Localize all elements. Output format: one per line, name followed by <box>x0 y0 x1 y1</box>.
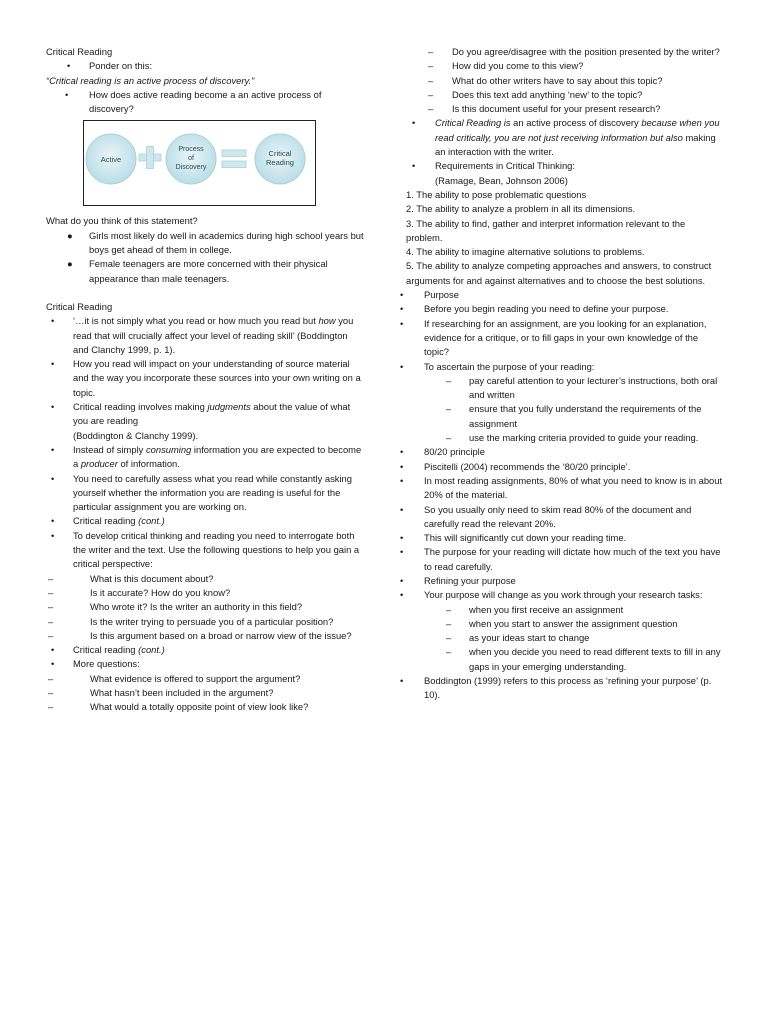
critical-label-2: Reading <box>266 158 294 168</box>
bullet-icon: • <box>51 515 55 527</box>
list-item: • Piscitelli (2004) recommends the ‘80/20 principle’. <box>406 460 724 474</box>
bullet-icon: • <box>400 675 404 687</box>
list-item: – What would a totally opposite point of view look like? <box>46 700 364 714</box>
bullet-icon: • <box>51 644 55 656</box>
list-item: – What evidence is offered to support the argument? <box>46 672 364 686</box>
bullet-icon: • <box>51 658 55 670</box>
list-item: • How does active reading become a an active process of discovery? <box>65 88 322 115</box>
diagram-svg <box>84 121 315 205</box>
bullet-icon: • <box>67 60 71 72</box>
bullet-icon: • <box>400 303 404 315</box>
bullet-icon: • <box>412 117 416 129</box>
dash-icon: – <box>48 701 54 713</box>
numbered-item: 2. The ability to analyze a problem in all its dimensions. <box>406 203 636 215</box>
list-item: – What is this document about? <box>46 572 364 586</box>
process-label-2: of <box>188 155 194 163</box>
dash-icon: – <box>446 403 452 415</box>
numbered-item: 5. The ability to analyze competing approaches and answers, to construct arguments for and against alternatives and to choose the best solutions. <box>406 260 712 286</box>
bullet-icon: • <box>51 315 55 327</box>
active-label: Active <box>100 155 122 165</box>
list-item: • Before you begin reading you need to define your purpose. <box>406 302 724 316</box>
plus-icon <box>139 147 161 169</box>
list-item: – Does this text add anything ‘new’ to the topic? <box>406 88 724 102</box>
section-title: Critical Reading <box>46 46 113 57</box>
list-item: – as your ideas start to change <box>406 631 724 645</box>
bullet-icon: • <box>65 88 69 100</box>
process-label-1: Process <box>178 146 204 154</box>
dash-icon: – <box>48 629 54 641</box>
bullet-icon: • <box>400 532 404 544</box>
dash-icon: – <box>446 617 452 629</box>
list-item: • To develop critical thinking and reading you need to interrogate both the writer and the text. Use the following questions to help you gain a critical perspective: <box>51 529 360 570</box>
list-item: – Is this argument based on a broad or narrow view of the issue? <box>46 629 364 643</box>
list-item: • Ponder on this: <box>46 59 364 73</box>
bullet-icon: • <box>412 160 416 172</box>
bullet-icon: • <box>400 460 404 472</box>
list-item: • This will significantly cut down your reading time. <box>406 531 724 545</box>
bullet-icon: • <box>400 446 404 458</box>
dash-icon: – <box>446 603 452 615</box>
quote: “Critical reading is an active process of discovery.” <box>46 74 255 86</box>
list-item: • Critical reading (cont.) <box>46 643 364 657</box>
bullet-icon: • <box>400 546 404 558</box>
bullet-icon: • <box>400 589 404 601</box>
bullet-icon: • <box>51 358 55 370</box>
bullet-icon: • <box>400 360 404 372</box>
bullet-icon: • <box>400 574 404 586</box>
dash-icon: – <box>428 88 434 100</box>
list-item: • How you read will impact on your understanding of source material and the way you incorporate these sources into your own writing on a topic. <box>51 358 361 398</box>
list-item: ● Female teenagers are more concerned with their physical appearance than male teenagers. <box>67 258 328 284</box>
right-column <box>400 45 724 703</box>
list-item: • If researching for an assignment, are you looking for an explanation, evidence for a critique, or to fill gaps in your own knowledge of the topic? <box>400 317 707 358</box>
bullet-icon: • <box>400 503 404 515</box>
dash-icon: – <box>48 572 54 584</box>
dash-icon: – <box>428 46 434 57</box>
list-item: • Purpose <box>406 288 724 302</box>
dash-icon: – <box>446 632 452 644</box>
list-item: – Is this document useful for your present research? <box>406 102 724 116</box>
list-item: • Requirements in Critical Thinking: (Ramage, Bean, Johnson 2006) <box>412 160 575 186</box>
dash-icon: – <box>48 672 54 684</box>
dash-icon: – <box>446 646 452 658</box>
numbered-item: 4. The ability to imagine alternative solutions to problems. <box>406 246 645 258</box>
list-item: – use the marking criteria provided to guide your reading. <box>406 431 724 445</box>
list-item: • You need to carefully assess what you read while constantly asking yourself whether the information you are reading is useful for the particular assignment you are working on. <box>51 472 352 513</box>
list-item: – when you first receive an assignment <box>406 603 724 617</box>
bullet-icon: ● <box>67 229 73 241</box>
dash-icon: – <box>428 103 434 115</box>
list-item: – Is the writer trying to persuade you of a particular position? <box>46 615 364 629</box>
dash-icon: – <box>428 60 434 72</box>
bullet-icon: • <box>51 443 55 455</box>
critical-label-1: Critical <box>268 149 292 159</box>
section-title: Critical Reading <box>46 300 113 312</box>
discovery-diagram <box>83 120 316 206</box>
numbered-item: 3. The ability to find, gather and interpret information relevant to the problem. <box>406 217 686 243</box>
bullet-icon: ● <box>67 258 73 270</box>
dash-icon: – <box>48 586 54 598</box>
list-item: – What do other writers have to say about this topic? <box>406 74 724 88</box>
list-item: • 80/20 principle <box>406 445 724 459</box>
equals-icon <box>222 150 246 168</box>
list-item: • More questions: <box>46 657 364 671</box>
list-item: – Who wrote it? Is the writer an authority in this field? <box>46 600 364 614</box>
dash-icon: – <box>446 432 452 444</box>
list-item: • In most reading assignments, 80% of what you need to know is in about 20% of the material. <box>400 474 723 501</box>
list-item: ● Girls most likely do well in academics during high school years but boys get ahead of them in college. <box>67 229 364 256</box>
list-item: • Boddington (1999) refers to this process as ‘refining your purpose’ (p. 10). <box>400 675 712 701</box>
dash-icon: – <box>446 374 452 386</box>
list-item: • ‘…it is not simply what you read or how much you read but how you read that will crucially affect your level of reading skill’ (Boddington and Clanchy 1999, p. 1). <box>51 315 354 355</box>
numbered-item: 1. The ability to pose problematic questions <box>406 188 587 200</box>
list-item: – when you decide you need to read different texts to fill in any gaps in your emerging understanding. <box>446 646 721 672</box>
list-item: • Critical Reading is an active process of discovery because when you read critically, you are not just receiving information but also making an interaction with the writer. <box>412 117 720 158</box>
list-item: – Is it accurate? How do you know? <box>46 586 364 600</box>
bullet-icon: • <box>51 401 55 413</box>
list-item: – What hasn’t been included in the argument? <box>46 686 364 700</box>
list-item: – Do you agree/disagree with the position presented by the writer? <box>406 45 724 59</box>
list-item: – when you start to answer the assignment question <box>406 617 724 631</box>
bullet-icon: • <box>400 474 404 486</box>
list-item: • Your purpose will change as you work through your research tasks: <box>406 588 724 602</box>
dash-icon: – <box>48 601 54 613</box>
list-item: • Instead of simply consuming information you are expected to become a producer of information. <box>51 443 362 470</box>
list-item: • To ascertain the purpose of your reading: <box>406 360 724 374</box>
dash-icon: – <box>48 615 54 627</box>
left-column <box>46 45 364 715</box>
bullet-icon: • <box>400 289 404 301</box>
process-label-3: Discovery <box>175 164 207 172</box>
bullet-icon: • <box>51 472 55 484</box>
list-item: • Critical reading (cont.) <box>46 514 364 528</box>
bullet-icon: • <box>400 317 404 329</box>
list-item: • Refining your purpose <box>406 574 724 588</box>
dash-icon: – <box>48 686 54 698</box>
bullet-icon: • <box>51 529 55 541</box>
list-item: – How did you come to this view? <box>406 59 724 73</box>
statement-question: What do you think of this statement? <box>46 215 198 227</box>
list-item: • The purpose for your reading will dictate how much of the text you have to read carefully. <box>400 546 721 572</box>
list-item: – pay careful attention to your lecturer’s instructions, both oral and written <box>446 374 718 401</box>
dash-icon: – <box>428 74 434 86</box>
list-item: – ensure that you fully understand the requirements of the assignment <box>446 403 702 429</box>
list-item: • So you usually only need to skim read 80% of the document and carefully read the relevant 20%. <box>400 503 692 529</box>
list-item: • Critical reading involves making judgments about the value of what you are reading (Boddington & Clanchy 1999). <box>51 401 351 441</box>
